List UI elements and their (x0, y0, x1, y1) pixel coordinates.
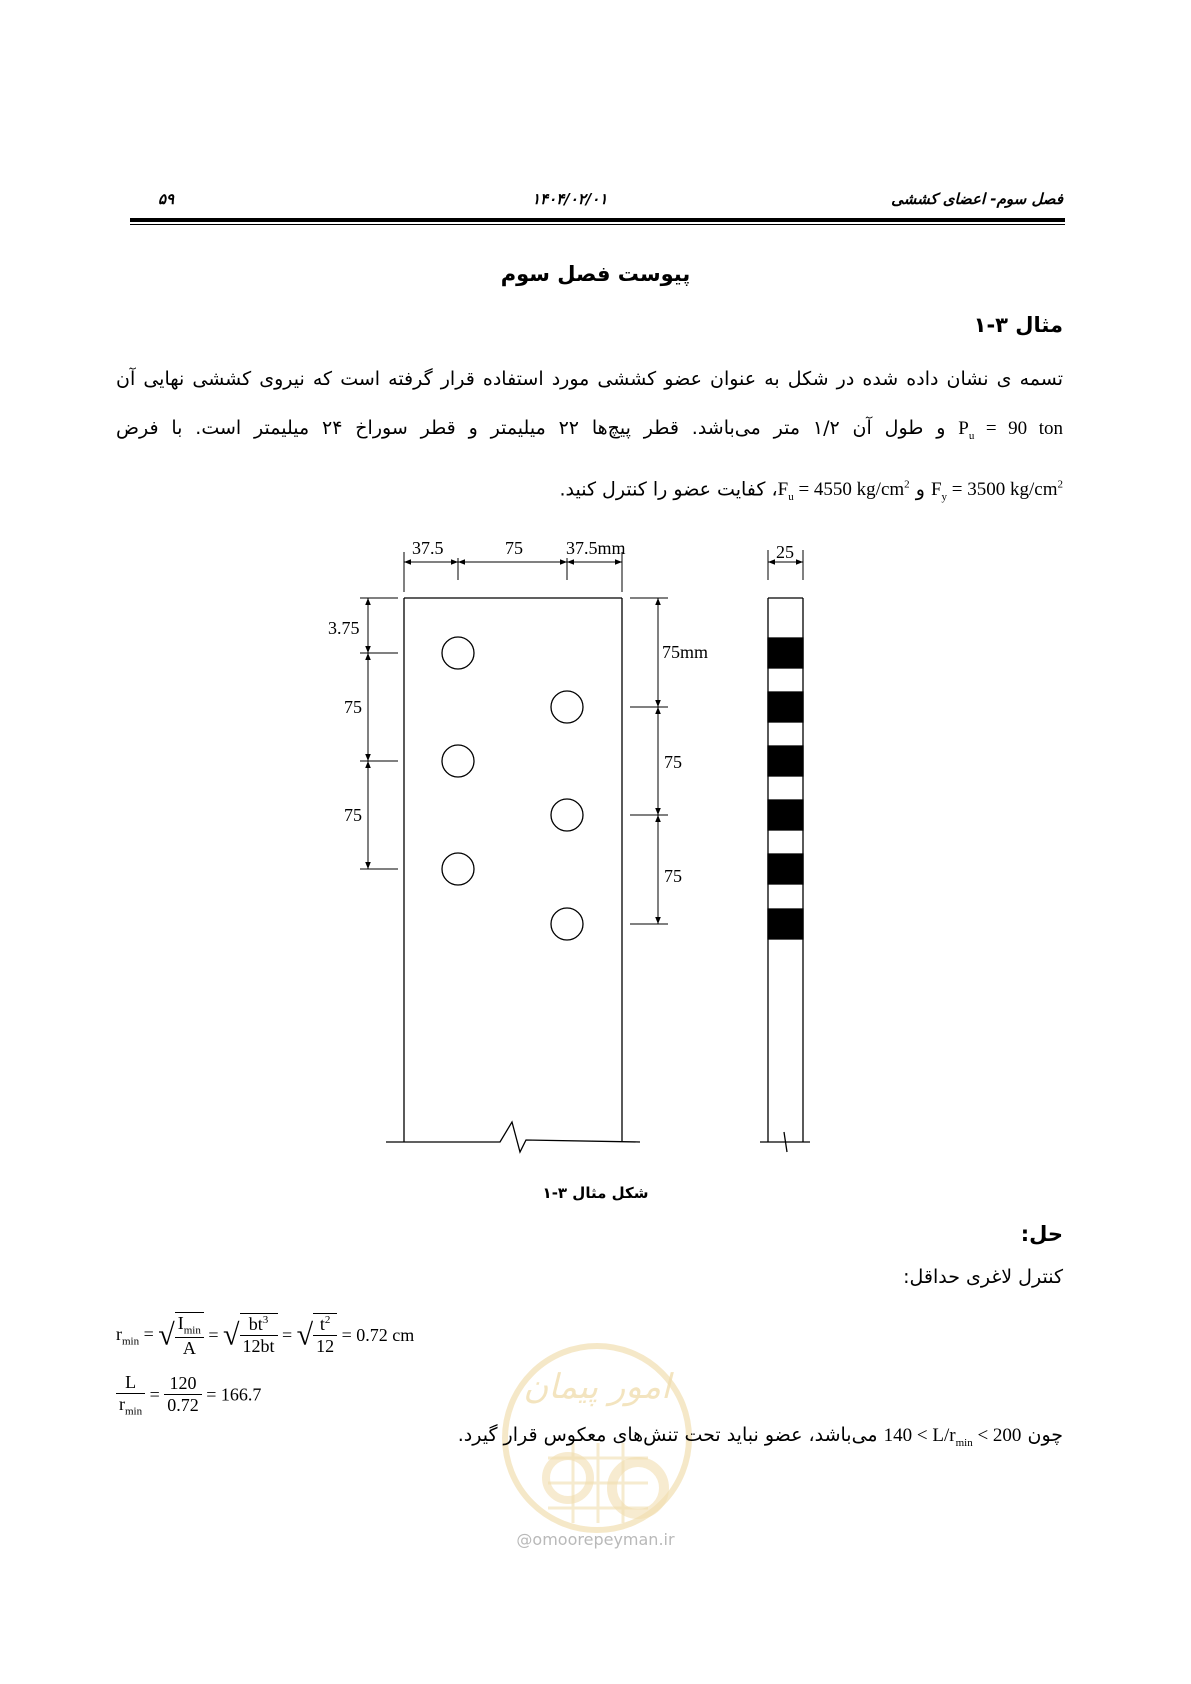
problem-line-1: تسمه ی نشان داده شده در شکل به عنوان عضو کششی مورد استفاده قرار گرفته است که نیروی کششی نهایی آن (116, 368, 1063, 390)
solution-subheading: کنترل لاغری حداقل: (903, 1266, 1063, 1288)
and-word: و (915, 478, 925, 501)
eq1-result: = 0.72 cm (341, 1324, 415, 1345)
equation-rmin: $r_{min}$ = √ $\frac{I_{min}}{A}$ = √ $\frac{bt^3}{12bt}$ = √ $\frac{t^2}{12}$ = 0.72 cm (116, 1313, 415, 1358)
problem-line-3 (116, 461, 1063, 522)
header-rule-thin (130, 224, 1065, 225)
left-dimensions (360, 598, 398, 869)
bolt-hole (551, 691, 583, 723)
figure-caption: شکل مثال ۳-۱ (542, 1184, 649, 1202)
header-rule-thick (130, 218, 1065, 222)
bolt-section (768, 692, 803, 722)
dim-top-3: 37.5mm (566, 538, 626, 558)
problem-line-2 (116, 404, 1063, 461)
bolt-hole (442, 637, 474, 669)
dim-top-2: 75 (505, 538, 523, 558)
bolt-section (768, 746, 803, 776)
watermark-site-text: omoorepeyman.ir (532, 1530, 675, 1549)
dim-left-2: 75 (344, 697, 362, 717)
dim-right-2: 75 (664, 752, 682, 772)
bolt-holes (442, 637, 583, 940)
at-icon: @ (516, 1530, 533, 1549)
conclusion (458, 1424, 1063, 1449)
equation-slenderness: $\frac{L}{r_{min}}$ = $\frac{120}{0.72}$ = 166.7 (116, 1372, 261, 1418)
dim-left-3: 75 (344, 805, 362, 825)
eq2-num: 120 (164, 1373, 202, 1395)
bolt-hole (442, 853, 474, 885)
dim-right-3: 75 (664, 866, 682, 886)
watermark-site (0, 1530, 1191, 1549)
plate-figure (0, 520, 1191, 1160)
bolt-section (768, 909, 803, 939)
plate-outline (386, 598, 640, 1152)
plate-side-view (760, 598, 810, 1152)
problem-line-3-text: ، کفایت عضو را کنترل کنید. (559, 478, 778, 501)
conclusion-post: می‌باشد، عضو نباید تحت تنش‌های معکوس قرار گیرد. (457, 1424, 878, 1446)
eq2-result: = 166.7 (206, 1384, 262, 1405)
conclusion-math: $140 < L/r_{min} < 200$ (883, 1425, 1022, 1449)
watermark-logo-text: امور پیمان (523, 1367, 671, 1407)
bolt-section (768, 854, 803, 884)
dim-top-1: 37.5 (412, 538, 444, 558)
top-dimensions (404, 552, 622, 592)
dim-left-1: 3.75 (328, 618, 360, 638)
eq2-den: 0.72 (167, 1395, 199, 1416)
bolt-section (768, 638, 803, 668)
problem-statement (116, 355, 1063, 522)
chapter-title: فصل سوم- اعضای کششی (891, 190, 1063, 208)
pu-value: $P_u = 90$ ton (958, 418, 1063, 442)
bolt-hole (442, 745, 474, 777)
fu-value: $F_u = 4550$ $kg/cm^2$ (777, 478, 910, 503)
dim-thickness: 25 (776, 542, 794, 562)
header-date: ۱۴۰۴/۰۲/۰۱ (532, 190, 608, 208)
bolt-section (768, 800, 803, 830)
solution-heading: حل: (1020, 1222, 1063, 1246)
problem-line-2-text: و طول آن ۱/۲ متر می‌باشد. قطر پیچ‌ها ۲۲ میلیمتر و قطر سوراخ ۲۴ میلیمتر است. با فرض (116, 417, 946, 439)
example-title: مثال ۳-۱ (973, 313, 1063, 337)
bolt-hole (551, 908, 583, 940)
page-number: ۵۹ (158, 190, 175, 208)
conclusion-pre: چون (1027, 1424, 1063, 1446)
dim-right-1: 75mm (662, 642, 709, 662)
bolt-hole (551, 799, 583, 831)
section-title: پیوست فصل سوم (500, 262, 691, 286)
fy-value: $F_y = 3500$ $kg/cm^2$ (930, 478, 1063, 503)
eq2-L: L (116, 1372, 145, 1394)
